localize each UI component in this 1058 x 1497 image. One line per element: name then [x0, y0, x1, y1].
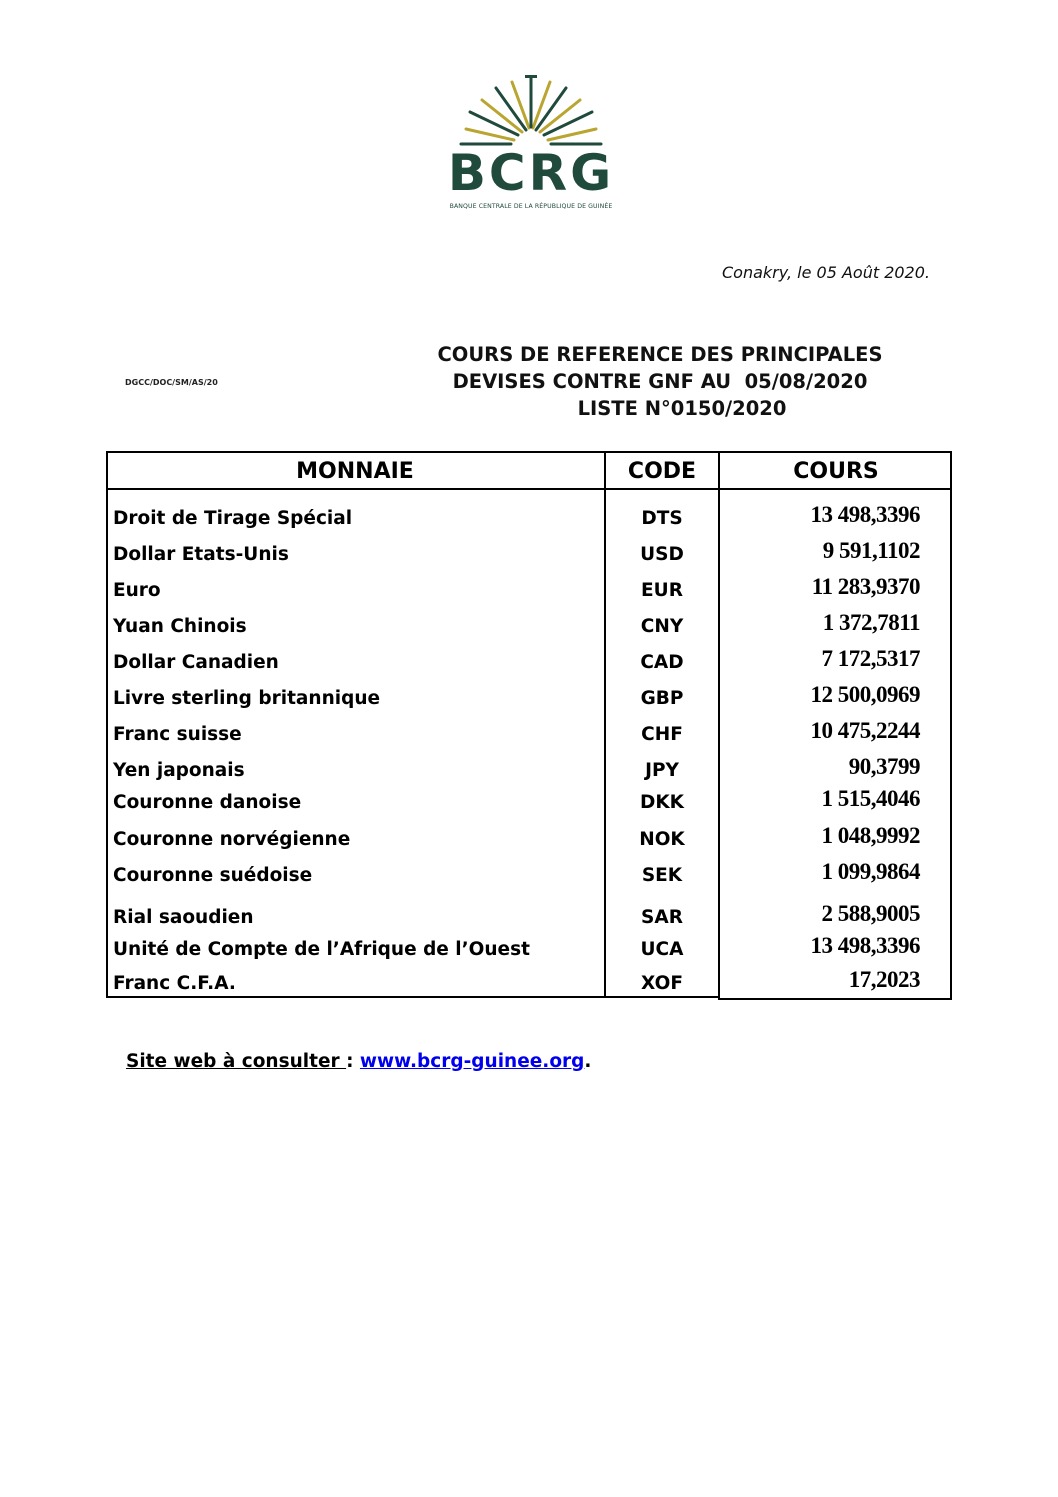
currency-code: CNY [640, 616, 684, 637]
table-row [106, 610, 952, 646]
document-title [380, 341, 940, 422]
exchange-rate-table [106, 451, 952, 998]
place-date: Conakry, le 05 Août 2020. [721, 263, 930, 282]
table-row [106, 574, 952, 610]
currency-rate: 12 500,0969 [810, 682, 920, 707]
website-footer [126, 1051, 591, 1072]
currency-name: Droit de Tirage Spécial [113, 508, 353, 529]
column-header-currency: MONNAIE [296, 459, 414, 484]
table-row [106, 933, 952, 969]
currency-rate: 17,2023 [848, 967, 920, 992]
currency-name: Couronne suédoise [113, 865, 313, 886]
website-separator: : [346, 1051, 360, 1072]
currency-code: JPY [645, 760, 679, 781]
currency-name: Yen japonais [113, 760, 245, 781]
sunburst-icon [436, 72, 626, 148]
column-header-code: CODE [627, 459, 697, 484]
currency-name: Franc suisse [113, 724, 242, 745]
table-row [106, 646, 952, 682]
currency-rate: 2 588,9005 [821, 901, 920, 926]
table-row [106, 682, 952, 718]
currency-code: DKK [639, 792, 685, 813]
title-line-2: DEVISES CONTRE GNF AU 05/08/2020 [452, 370, 868, 393]
currency-name: Unité de Compte de l’Afrique de l’Ouest [113, 939, 530, 960]
currency-name: Dollar Canadien [113, 652, 279, 673]
currency-rate: 10 475,2244 [810, 718, 920, 743]
logo-wordmark: BCRG [447, 144, 615, 202]
currency-name: Couronne norvégienne [113, 829, 351, 850]
currency-name: Franc C.F.A. [113, 973, 236, 994]
currency-name: Livre sterling britannique [113, 688, 381, 709]
table-row [106, 859, 952, 895]
currency-rate: 1 048,9992 [821, 823, 920, 848]
currency-code: EUR [641, 580, 683, 601]
table-row [106, 718, 952, 754]
currency-code: SEK [641, 865, 683, 886]
website-trailing-period: . [584, 1051, 592, 1072]
bcrg-logo [436, 72, 626, 222]
currency-rate: 1 372,7811 [822, 610, 920, 635]
title-line-1: COURS DE REFERENCE DES PRINCIPALES [437, 343, 883, 366]
table-row [106, 502, 952, 538]
currency-code: CAD [640, 652, 684, 673]
currency-code: XOF [641, 973, 683, 994]
table-row [106, 786, 952, 822]
title-line-3: LISTE N°0150/2020 [577, 397, 787, 420]
currency-name: Yuan Chinois [113, 616, 247, 637]
currency-rate: 9 591,1102 [822, 538, 920, 563]
currency-rate: 13 498,3396 [810, 502, 920, 527]
table-row [106, 538, 952, 574]
currency-rate: 11 283,9370 [811, 574, 920, 599]
currency-code: UCA [640, 939, 684, 960]
table-row [106, 967, 952, 1003]
currency-rate: 7 172,5317 [821, 646, 920, 671]
website-label: Site web à consulter [126, 1051, 347, 1072]
currency-code: NOK [639, 829, 685, 850]
logo-subtitle: BANQUE CENTRALE DE LA RÉPUBLIQUE DE GUINÉE [449, 203, 613, 210]
currency-rate: 90,3799 [848, 754, 920, 779]
currency-code: SAR [641, 907, 683, 928]
currency-rate: 1 099,9864 [821, 859, 920, 884]
header-divider [106, 488, 952, 490]
website-link[interactable]: www.bcrg-guinee.org [359, 1051, 585, 1072]
currency-name: Euro [113, 580, 161, 601]
table-row [106, 823, 952, 859]
column-header-rate: COURS [793, 459, 879, 484]
currency-code: USD [640, 544, 684, 565]
currency-code: CHF [641, 724, 683, 745]
currency-name: Rial saoudien [113, 907, 254, 928]
currency-rate: 1 515,4046 [821, 786, 920, 811]
currency-code: GBP [640, 688, 684, 709]
currency-name: Couronne danoise [113, 792, 302, 813]
currency-rate: 13 498,3396 [810, 933, 920, 958]
currency-name: Dollar Etats-Unis [113, 544, 289, 565]
currency-code: DTS [641, 508, 683, 529]
reference-code: DGCC/DOC/SM/AS/20 [125, 378, 218, 387]
